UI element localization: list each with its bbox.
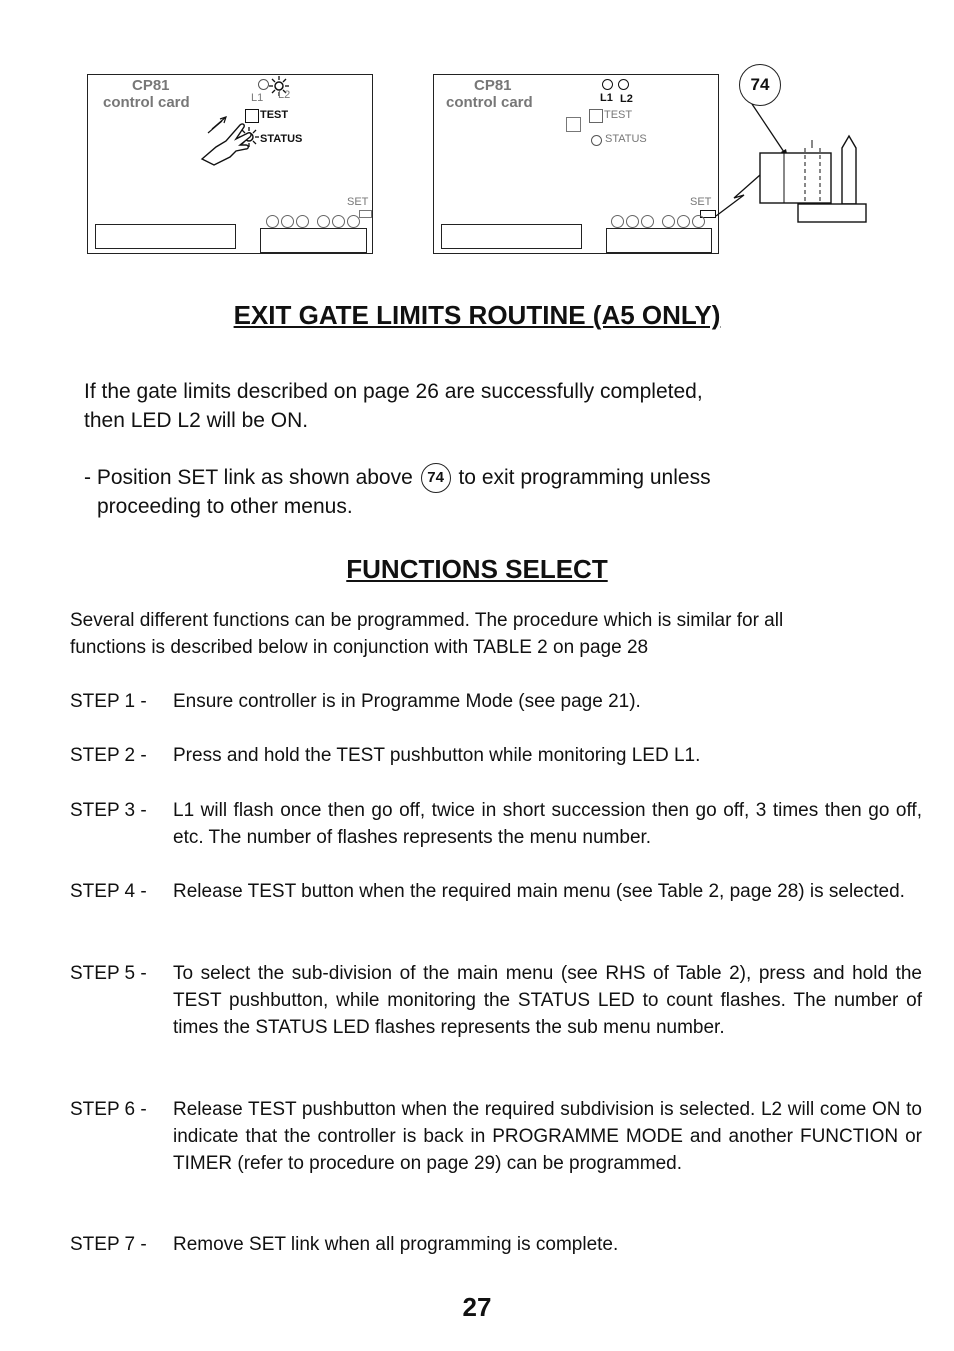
right-card-title: CP81: [474, 77, 512, 94]
page-number: 27: [462, 1292, 492, 1322]
left-status-label: STATUS: [260, 133, 303, 145]
left-terminal: [332, 215, 345, 228]
right-test-label: TEST: [604, 109, 633, 121]
left-terminal: [317, 215, 330, 228]
left-card-title: CP81: [132, 77, 170, 94]
para2-line2: proceeding to other menus.: [97, 495, 353, 518]
left-terminal: [296, 215, 309, 228]
step-text: Remove SET link when all programming is complete.: [173, 1234, 619, 1255]
right-card-subtitle: control card: [446, 94, 533, 111]
left-terminal: [266, 215, 279, 228]
para1-line2: then LED L2 will be ON.: [84, 409, 309, 432]
pointing-hand-icon: [196, 107, 260, 171]
step-label: STEP 6 -: [70, 1099, 147, 1120]
right-status-led-icon: [591, 135, 602, 146]
step-label: STEP 2 -: [70, 745, 147, 766]
para2-before-text: - Position SET link as shown above: [84, 466, 413, 489]
exit-gate-limits-heading: EXIT GATE LIMITS ROUTINE (A5 ONLY): [233, 300, 721, 330]
left-set-jumper[interactable]: [359, 210, 372, 218]
right-terminal: [662, 215, 675, 228]
step-label: STEP 5 -: [70, 963, 147, 984]
right-terminal: [611, 215, 624, 228]
step-label: STEP 7 -: [70, 1234, 147, 1255]
right-terminal: [641, 215, 654, 228]
left-card-subtitle: control card: [103, 94, 190, 111]
left-control-card-diagram: [87, 74, 373, 254]
callout-74-inline-badge: 74: [421, 463, 451, 493]
para2-line1: [84, 463, 711, 493]
right-led-l1-icon: [602, 79, 613, 90]
right-terminal: [626, 215, 639, 228]
left-led-l1-label: L1: [251, 92, 264, 104]
right-terminal: [677, 215, 690, 228]
intro-line2: functions is described below in conjunction with TABLE 2 on page 28: [70, 637, 649, 658]
right-aux-button[interactable]: [566, 117, 581, 132]
step-label: STEP 3 -: [70, 800, 147, 821]
para1-line1: If the gate limits described on page 26 are successfully completed,: [84, 380, 703, 403]
step-text: To select the sub-division of the main menu (see RHS of Table 2), press and hold the TEST pushbutton, while monitoring the STATUS LED to count flashes. The number of times the STATUS LED flashes represents the sub menu number.: [173, 963, 922, 1038]
right-status-label: STATUS: [605, 133, 647, 145]
right-control-card-diagram: [433, 74, 719, 254]
intro-line1: Several different functions can be programmed. The procedure which is similar for all: [70, 610, 784, 631]
left-connector-slot: [95, 224, 236, 249]
step-label: STEP 4 -: [70, 881, 147, 902]
right-connector-slot: [606, 228, 712, 253]
callout-74-badge: 74: [739, 64, 781, 106]
step-label: STEP 1 -: [70, 691, 147, 712]
left-led-l2-label: L2: [278, 89, 291, 101]
functions-select-heading: FUNCTIONS SELECT: [346, 554, 608, 584]
right-led-l1-label: L1: [600, 92, 613, 104]
right-led-l2-icon: [618, 79, 629, 90]
para2-after-text: to exit programming unless: [458, 466, 711, 489]
left-terminal: [347, 215, 360, 228]
right-set-label: SET: [690, 196, 712, 208]
left-test-label: TEST: [260, 109, 289, 121]
left-terminal: [281, 215, 294, 228]
step-text: Release TEST pushbutton when the required subdivision is selected. L2 will come ON to indicate that the controller is back in PROGRAMME MODE and another FUNCTION or TIMER (refer to procedure on page 29) can be programmed.: [173, 1099, 922, 1174]
right-connector-slot: [441, 224, 582, 249]
left-connector-slot: [260, 228, 367, 253]
right-test-button[interactable]: [589, 109, 603, 123]
step-text: Ensure controller is in Programme Mode (see page 21).: [173, 691, 641, 712]
step-text: Release TEST button when the required main menu (see Table 2, page 28) is selected.: [173, 881, 905, 902]
step-text: L1 will flash once then go off, twice in short succession then go off, 3 times then go off, etc. The number of flashes represents the menu number.: [173, 800, 922, 848]
step-text: Press and hold the TEST pushbutton while monitoring LED L1.: [173, 745, 701, 766]
left-set-label: SET: [347, 196, 369, 208]
set-link-detail-illustration: [700, 100, 880, 230]
right-led-l2-label: L2: [620, 93, 633, 105]
